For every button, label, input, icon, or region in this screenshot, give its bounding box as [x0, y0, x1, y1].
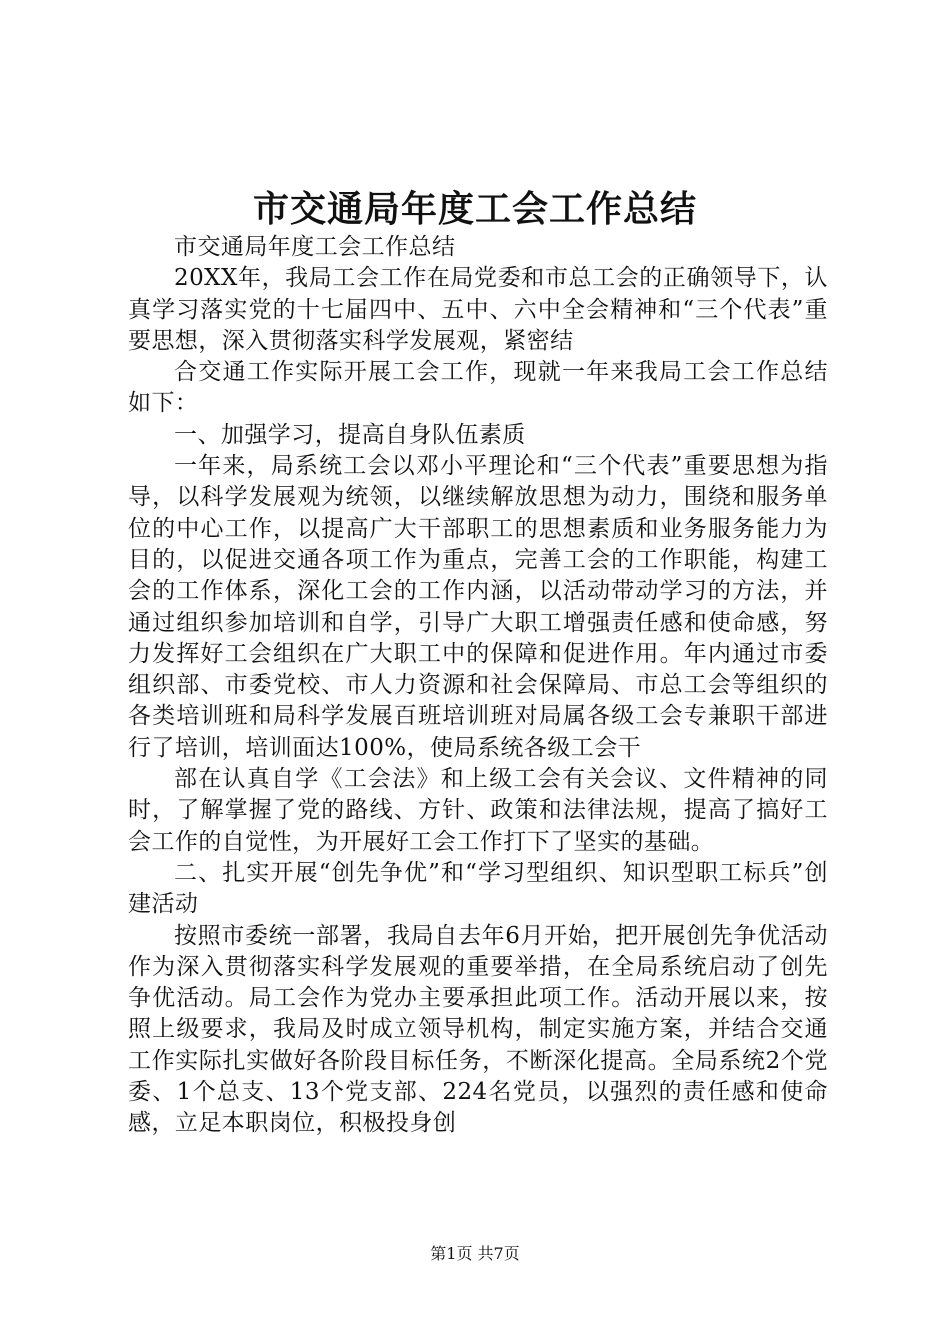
section-heading: 二、扎实开展“创先争优”和“学习型组织、知识型职工标兵”创建活动: [128, 859, 828, 918]
document-title: 市交通局年度工会工作总结: [252, 188, 697, 230]
paragraph: 部在认真自学《工会法》和上级工会有关会议、文件精神的同时，了解掌握了党的路线、方针、政策和法律法规，提高了搞好工会工作的自觉性，为开展好工会工作打下了坚实的基础。: [128, 766, 828, 855]
paragraph: 合交通工作实际开展工会工作，现就一年来我局工会工作总结如下：: [128, 359, 828, 417]
paragraph: 市交通局年度工会工作总结: [174, 234, 456, 260]
page-number-footer: 第1页 共7页: [430, 1244, 520, 1263]
paragraph: 一年来，局系统工会以邓小平理论和“三个代表”重要思想为指导，以科学发展观为统领，以继续解放思想为动力，围绕和服务单位的中心工作，以提高广大干部职工的思想素质和业务服务能力为目的，以促进交通各项工作为重点，完善工会的工作职能，构建工会的工作体系，深化工会的工作内涵，以活动带动学习的方法，并通过组织参加培训和自学，引导广大职工增强责任感和使命感，努力发挥好工会组织在广大职工中的保障和促进作用。年内通过市委组织部、市委党校、市人力资源和社会保障局、市总工会等组织的各类培训班和局科学发展百班培训班对局属各级工会专兼职干部进行了培训，培训面达100%，使局系统各级工会干: [128, 453, 828, 761]
document-body: [128, 232, 828, 1140]
section-heading: 一、加强学习，提高自身队伍素质: [174, 421, 526, 448]
paragraph: 20XX年，我局工会工作在局党委和市总工会的正确领导下，认真学习落实党的十七届四中、五中、六中全会精神和“三个代表”重要思想，深入贯彻落实科学发展观，紧密结: [128, 265, 828, 354]
paragraph: 按照市委统一部署，我局自去年6月开始，把开展创先争优活动作为深入贯彻落实科学发展观的重要举措，在全局系统启动了创先争优活动。局工会作为党办主要承担此项工作。活动开展以来，按照上级要求，我局及时成立领导机构，制定实施方案，并结合交通工作实际扎实做好各阶段目标任务，不断深化提高。全局系统2个党委、1个总支、13个党支部、224名党员，以强烈的责任感和使命感，立足本职岗位，积极投身创: [128, 922, 828, 1137]
